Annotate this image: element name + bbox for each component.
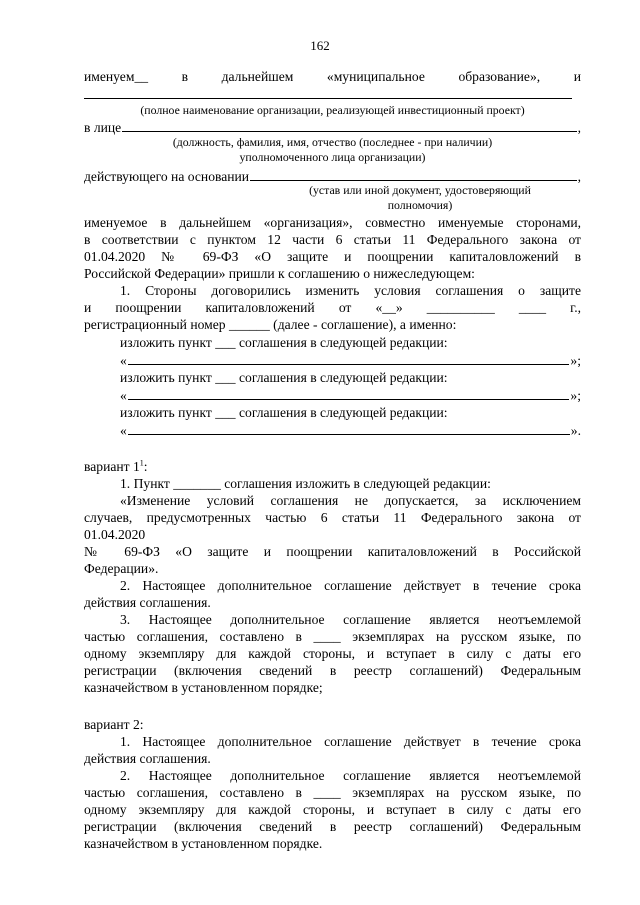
intro-line-3: 01.04.2020 № 69-ФЗ «О защите и поощрении капиталовложений в bbox=[84, 249, 581, 264]
variant2-p1a: 1. Настоящее дополнительное соглашение действует в течение срока bbox=[120, 734, 581, 749]
amend-quote-3: « ». bbox=[120, 423, 581, 438]
variant1-q4: № 69-ФЗ «О защите и поощрении капиталовложений в Российской bbox=[84, 544, 581, 559]
variant1-title: вариант $1^1$: bbox=[84, 458, 148, 474]
variant1-p1: 1. Пункт _______ соглашения изложить в следующей редакции: bbox=[120, 476, 491, 491]
basis-blank bbox=[250, 168, 577, 181]
variant1-p3e: казначейством в установленном порядке; bbox=[84, 680, 323, 695]
amend-quote-1: « »; bbox=[120, 353, 581, 368]
variant1-q1: «Изменение условий соглашения не допускается, за исключением bbox=[120, 493, 581, 508]
variant2-p2e: казначейством в установленном порядке. bbox=[84, 836, 323, 851]
doc-note-1: (устав или иной документ, удостоверяющий bbox=[309, 183, 531, 197]
variant2-title: вариант 2: bbox=[84, 717, 144, 732]
variant1-p2a: 2. Настоящее дополнительное соглашение действует в течение срока bbox=[120, 578, 581, 593]
in-person-line: в лице , bbox=[84, 120, 581, 135]
clause1-line-2: и поощрении капиталовложений от «__» __________ ____ г., bbox=[84, 300, 581, 315]
page-number: 162 bbox=[310, 38, 330, 53]
clause1-line-3: регистрационный номер ______ (далее - соглашение), а именно: bbox=[84, 317, 457, 332]
person-note-2: уполномоченного лица организации) bbox=[239, 150, 426, 164]
intro-line-1: именуемое в дальнейшем «организация», совместно именуемые сторонами, bbox=[84, 215, 581, 230]
clause1-line-1: 1. Стороны договорились изменить условия соглашения о защите bbox=[120, 283, 581, 298]
amend-label-1: изложить пункт ___ соглашения в следующей редакции: bbox=[120, 335, 448, 350]
org-name-blank bbox=[84, 98, 572, 99]
variant2-p2b: частью соглашения, составлено в ____ экземплярах на русском языке, по bbox=[84, 785, 581, 800]
doc-note-2: полномочия) bbox=[387, 198, 453, 212]
variant2-p2d: регистрации (включения сведений в реестр соглашений) Федеральным bbox=[84, 819, 581, 834]
intro-line-4: Российской Федерации» пришли к соглашению о нижеследующем: bbox=[84, 266, 475, 281]
named-line: именуем__ в дальнейшем «муниципальное образование», и bbox=[84, 69, 581, 84]
amend-label-3: изложить пункт ___ соглашения в следующей редакции: bbox=[120, 405, 448, 420]
variant1-p3c: одному экземпляру для каждой стороны, и вступает в силу с даты его bbox=[84, 646, 581, 661]
variant1-p2b: действия соглашения. bbox=[84, 595, 211, 610]
variant1-p3a: 3. Настоящее дополнительное соглашение является неотъемлемой bbox=[120, 612, 581, 627]
variant1-p3b: частью соглашения, составлено в ____ экземплярах на русском языке, по bbox=[84, 629, 581, 644]
amend-label-2: изложить пункт ___ соглашения в следующей редакции: bbox=[120, 370, 448, 385]
variant2-p2a: 2. Настоящее дополнительное соглашение является неотъемлемой bbox=[120, 768, 581, 783]
acting-basis-line: действующего на основании , bbox=[84, 169, 581, 184]
variant2-p2c: одному экземпляру для каждой стороны, и вступает в силу с даты его bbox=[84, 802, 581, 817]
variant1-q3: 01.04.2020 bbox=[84, 527, 146, 542]
variant1-p3d: регистрации (включения сведений в реестр соглашений) Федеральным bbox=[84, 663, 581, 678]
variant1-q5: Федерации». bbox=[84, 561, 159, 576]
person-note-1: (должность, фамилия, имя, отчество (последнее - при наличии) bbox=[172, 135, 493, 149]
intro-line-2: в соответствии с пунктом 12 части 6 статьи 11 Федерального закона от bbox=[84, 232, 581, 247]
amend-quote-2: « »; bbox=[120, 388, 581, 403]
variant2-p1b: действия соглашения. bbox=[84, 751, 211, 766]
variant1-q2: случаев, предусмотренных частью 6 статьи 11 Федерального закона от bbox=[84, 510, 581, 525]
org-name-note: (полное наименование организации, реализующей инвестиционный проект) bbox=[140, 103, 525, 117]
person-blank bbox=[122, 119, 576, 132]
